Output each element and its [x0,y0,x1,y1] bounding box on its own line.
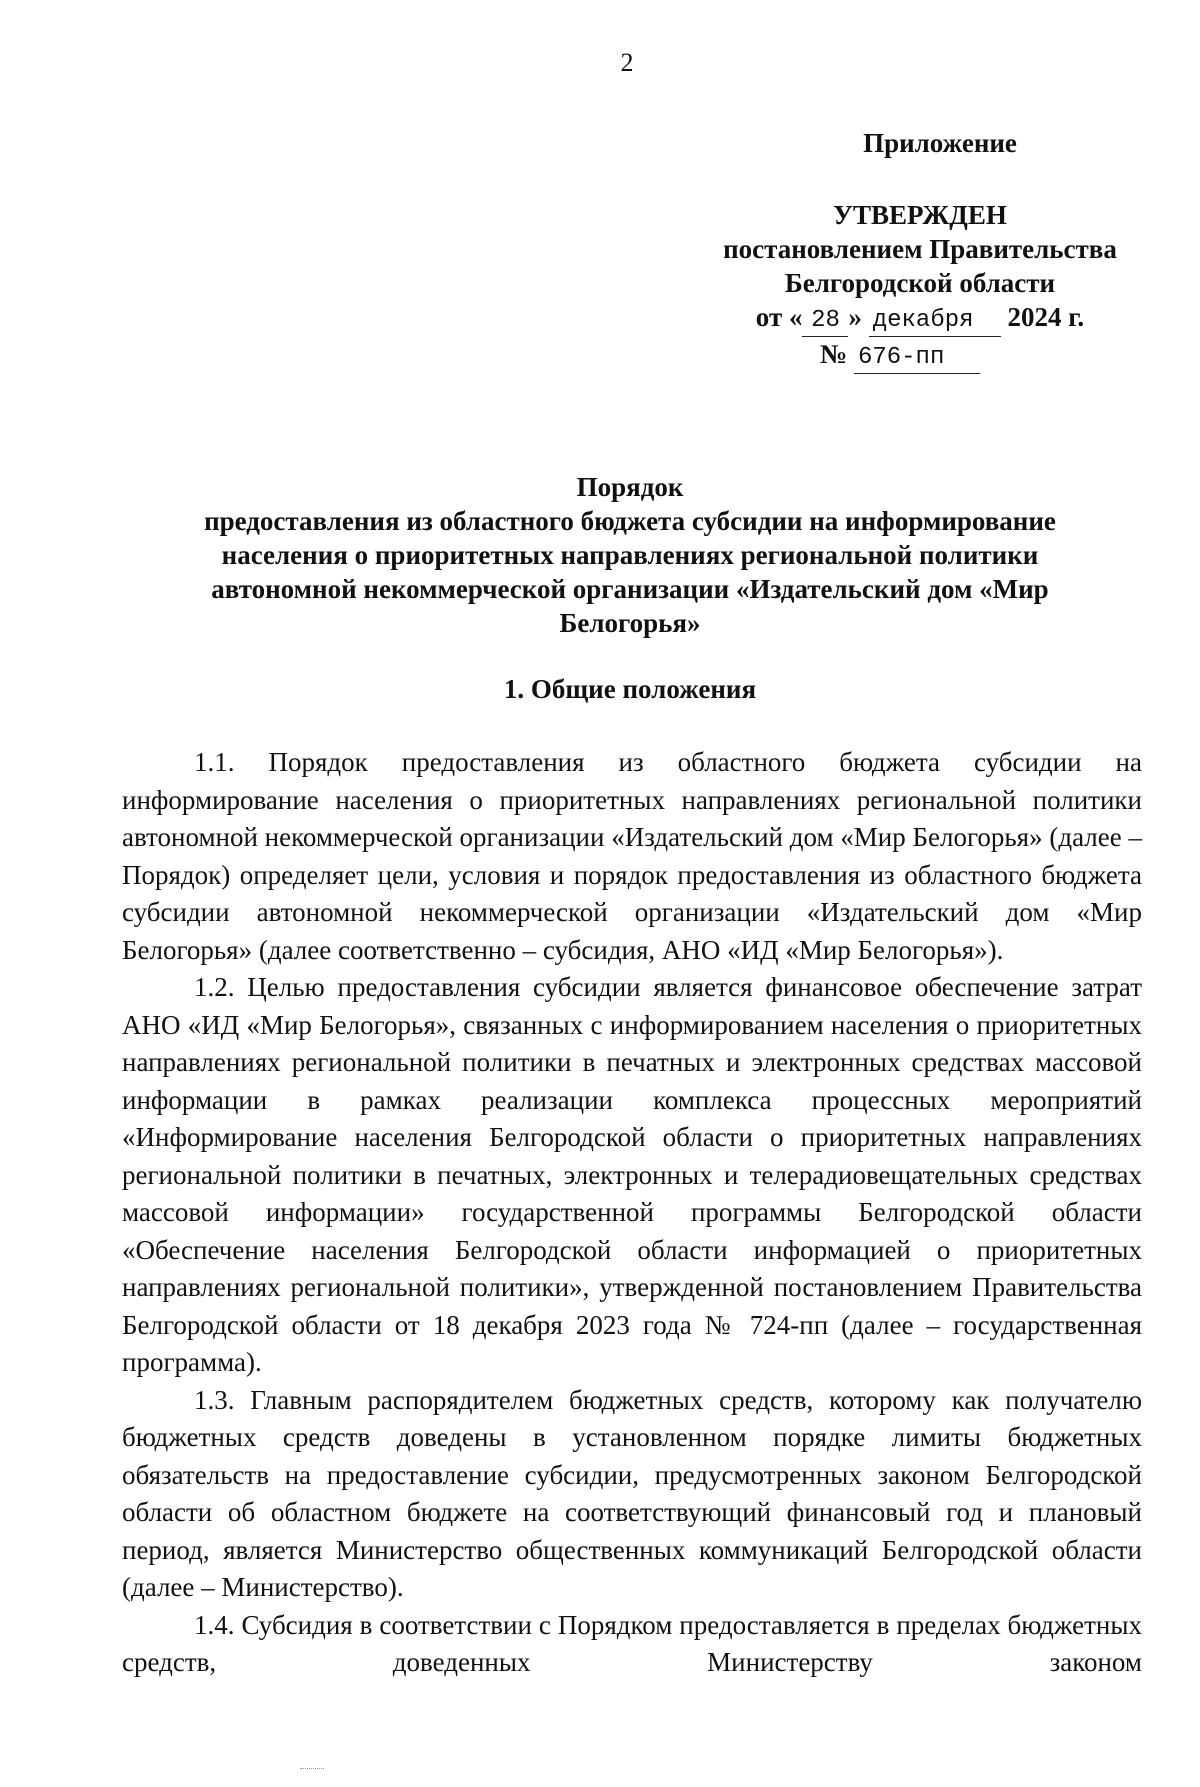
date-year: 2024 г. [1007,302,1085,332]
paragraph-1-1: 1.1. Порядок предоставления из областного бюджета субсидии на информирование населения о приоритетных направлениях региональной политики автономной некоммерческой организации «Издательский дом «Мир Белогорья» (далее – Порядок) определяет цели, условия и порядок предоставления из областного бюджета субсидии автономной некоммерческой организации «Издательский дом «Мир Белогорья» (далее соответственно – субсидия, АНО «ИД «Мир Белогорья»). [122,747,1142,965]
approved-by-line2: Белгородской области [784,268,1056,298]
date-mid: » [848,302,862,332]
section-heading: 1. Общие положения [503,674,757,704]
approved-by-line1: постановлением Правительства [723,234,1117,264]
body-text [122,744,1142,1682]
date-month: декабря [869,306,1001,337]
appendix-label: Приложение [863,128,1017,158]
document-title [150,470,1110,640]
scan-artifact [300,1768,324,1772]
title-line2: предоставления из областного бюджета субсидии на информирование населения о приоритетных направлениях региональной политики автономной некоммерческой организации «Издательский дом «Мир Белогорья» [204,506,1056,638]
number-prefix: № [820,339,848,369]
date-day: 28 [802,306,848,337]
approval-stamp [680,126,1160,374]
date-prefix: от « [755,302,803,332]
paragraph-1-2: 1.2. Целью предоставления субсидии является финансовое обеспечение затрат АНО «ИД «Мир Белогорья», связанных с информированием населения о приоритетных направлениях региональной политики в печатных и электронных средствах массовой информации в рамках реализации комплекса процессных мероприятий «Информирование населения Белгородской области о приоритетных направлениях региональной политики в печатных, электронных и телерадиовещательных средствах массовой информации» государственной программы Белгородской области «Обеспечение населения Белгородской области информацией о приоритетных направлениях региональной политики», утвержденной постановлением Правительства Белгородской области от 18 декабря 2023 года № 724-пп (далее – государственная программа). [122,972,1142,1377]
paragraph-1-4: 1.4. Субсидия в соответствии с Порядком предоставляется в пределах бюджетных средств, доведенных Министерству законом [122,1609,1142,1677]
approved-label: УТВЕРЖДЕН [833,200,1007,230]
page-number: 2 [620,48,634,77]
approval-number [640,337,1160,374]
paragraph-1-3: 1.3. Главным распорядителем бюджетных средств, которому как получателю бюджетных средств доведены в установленном порядке лимиты бюджетных обязательств на предоставление субсидии, предусмотренных законом Белгородской области об областном бюджете на соответствующий финансовый год и плановый период, является Министерство общественных коммуникаций Белгородской области (далее – Министерство). [122,1384,1142,1602]
approval-date [680,300,1160,337]
title-line1: Порядок [576,472,684,502]
number-value: 676-пп [854,343,980,374]
